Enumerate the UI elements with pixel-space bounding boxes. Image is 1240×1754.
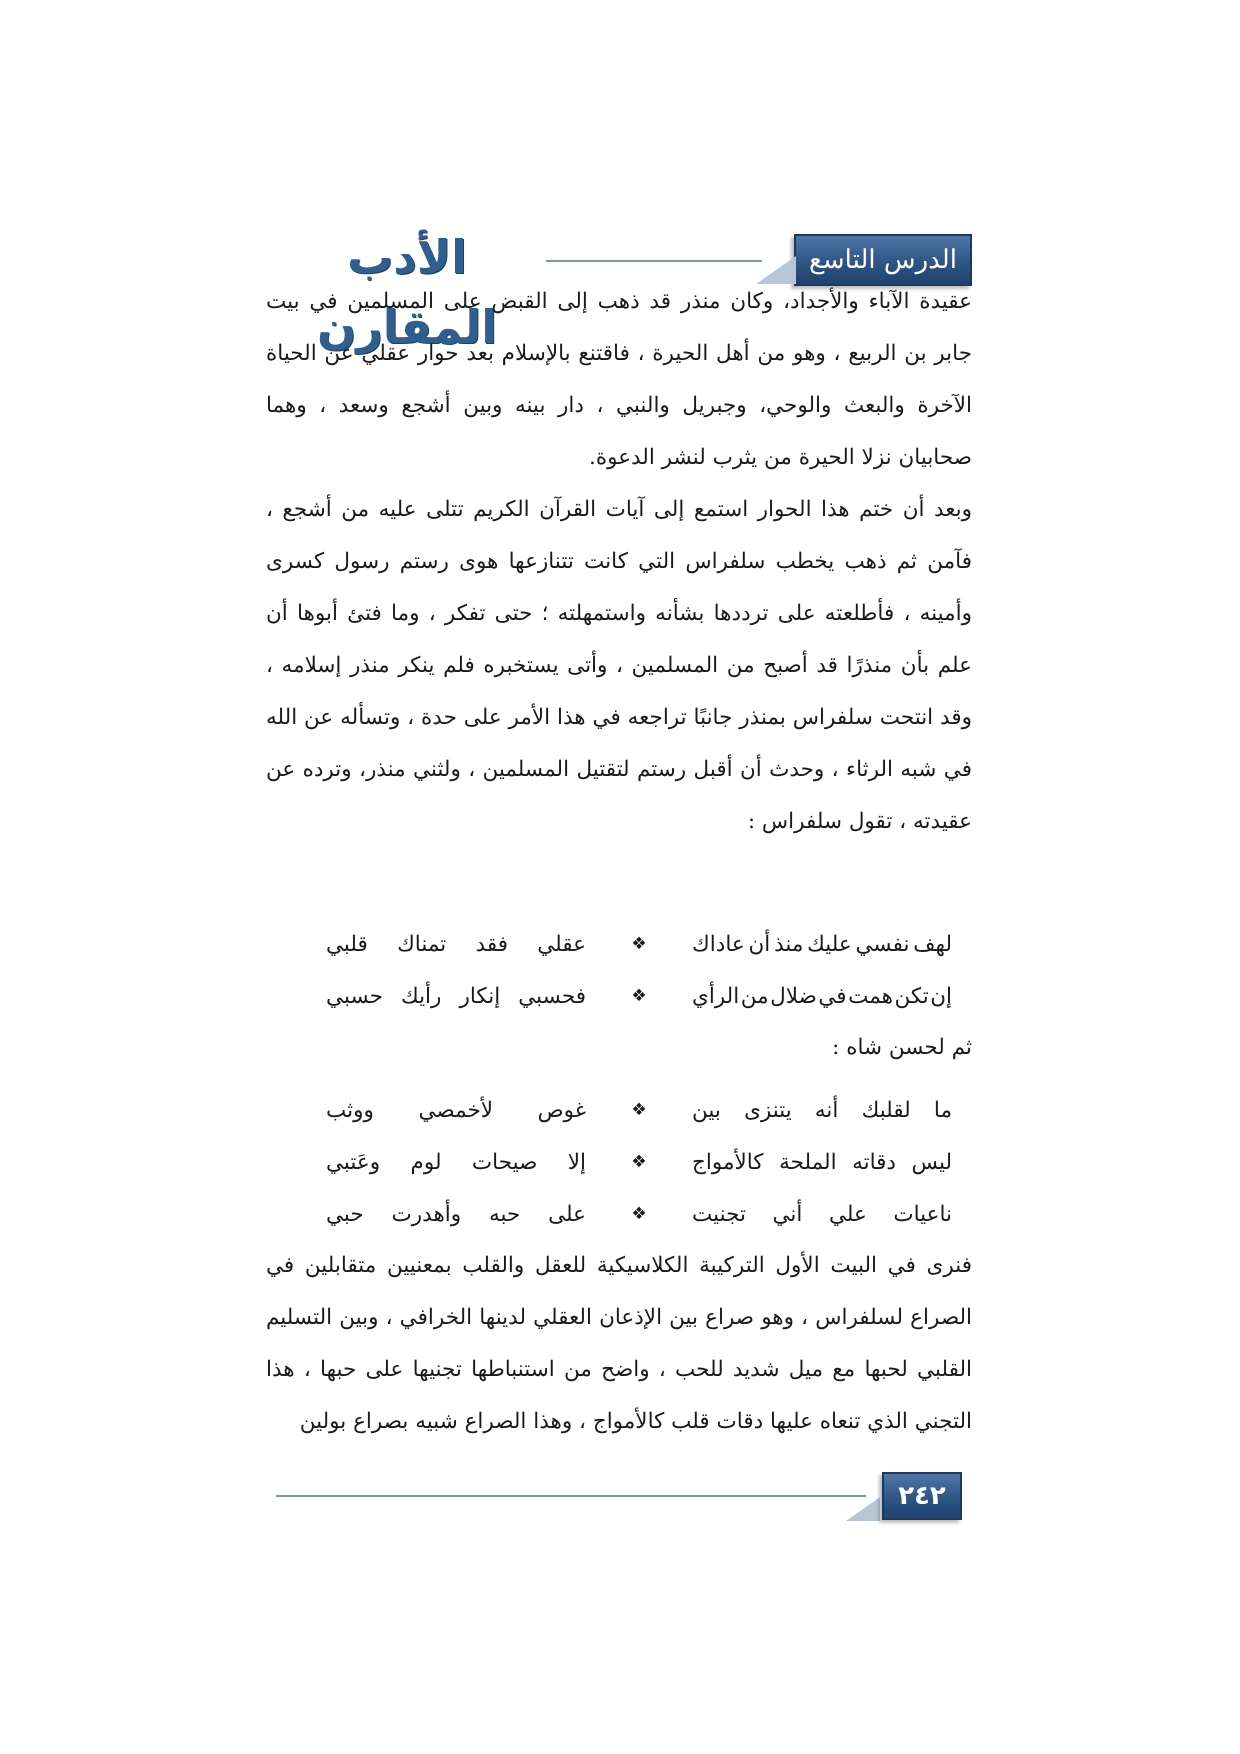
verse-word: على [548, 1201, 586, 1227]
verse-second-hemistich [306, 1098, 606, 1123]
verse-word: ليس [911, 1149, 952, 1175]
verse-word: من [740, 983, 769, 1009]
paragraph-text: عقيدة الآباء والأجداد، وكان منذر قد ذهب إلى القبض على المسلمين في بيت جابر بن الربيع ، وهو من أهل الحيرة ، فاقتنع بالإسلام بعد حوار عقلي عن الحياة الآخرة والبعث والوحي، وجبريل والنبي ، دار بينه وبين أشجع وسعد ، وهما صحابيان نزلا الحيرة من يثرب لنشر الدعوة. [266, 289, 972, 470]
verse-word: تكن [894, 983, 929, 1009]
verse-word: ما [933, 1097, 952, 1123]
verse-word: نفسي [855, 931, 910, 957]
verse-first-hemistich [672, 984, 972, 1009]
verse-line [266, 1136, 972, 1188]
verse-word: فحسبي [518, 983, 586, 1009]
verse-word: صيحات [471, 1149, 538, 1175]
verse-word: عليك [807, 931, 852, 957]
poem-block-1 [266, 918, 972, 1022]
verse-separator-icon: ❖ [631, 1152, 647, 1172]
verse-second-hemistich [306, 1202, 606, 1227]
verse-word: ضلال [770, 983, 817, 1009]
verse-line [266, 1188, 972, 1240]
verse-separator-icon: ❖ [631, 1100, 647, 1120]
verse-word: حسبي [326, 983, 383, 1009]
verse-separator-icon: ❖ [631, 1204, 647, 1224]
verse-first-hemistich [672, 1202, 972, 1227]
verse-word: يتنزى [744, 1097, 792, 1123]
verse-word: إن [930, 983, 952, 1009]
verse-word: لهف [913, 931, 952, 957]
verse-word: لوم [410, 1149, 442, 1175]
verse-word: عقلي [537, 931, 586, 957]
footer-wedge [846, 1497, 880, 1521]
verse-word: كالأمواج [692, 1149, 764, 1175]
header-divider [546, 260, 762, 262]
book-title: الأدب المقارن [316, 230, 497, 354]
paragraph-1 [266, 276, 972, 484]
verse-word: أنه [814, 1097, 839, 1123]
verse-line [266, 918, 972, 970]
verse-separator-icon: ❖ [631, 986, 647, 1006]
verse-word: منذ [774, 931, 804, 957]
verse-word: وعَتبي [326, 1149, 381, 1175]
poet-label: ثم لحسن شاه : [832, 1035, 972, 1060]
verse-word: دقاته [852, 1149, 897, 1175]
verse-word: أني [772, 1201, 803, 1227]
verse-word: لقلبك [861, 1097, 911, 1123]
verse-word: تمناك [397, 931, 447, 957]
verse-word: تجنيت [692, 1201, 746, 1227]
verse-word: ووثب [326, 1097, 374, 1123]
paragraph-2 [266, 484, 972, 848]
verse-word: في [818, 983, 847, 1009]
verse-word: حبه [488, 1201, 521, 1227]
verse-word: إنكار [459, 983, 501, 1009]
page-number: ٢٤٢ [882, 1472, 962, 1520]
verse-word: الرأي [692, 983, 740, 1009]
verse-second-hemistich [306, 932, 606, 957]
verse-word: غوص [537, 1097, 586, 1123]
verse-first-hemistich [672, 1098, 972, 1123]
verse-first-hemistich [672, 1150, 972, 1175]
verse-word: إلا [567, 1149, 586, 1175]
paragraph-text: فنرى في البيت الأول التركيبة الكلاسيكية للعقل والقلب بمعنيين متقابلين في الصراع لسلفراس ، وهو صراع بين الإذعان العقلي لدينها الخرافي ، وبين التسليم القلبي لحبها مع ميل شديد للحب ، واضح من استنباطها تجنيها على حبها ، هذا التجني الذي تنعاه عليها دقات قلب كالأمواج ، وهذا الصراع شبيه بصراع بولين [266, 1253, 972, 1434]
verse-word: بين [692, 1097, 721, 1123]
verse-line [266, 1084, 972, 1136]
verse-word: ناعيات [893, 1201, 952, 1227]
poem-block-2 [266, 1084, 972, 1240]
verse-word: الملحة [779, 1149, 837, 1175]
verse-word: علي [828, 1201, 867, 1227]
verse-second-hemistich [306, 984, 606, 1009]
footer-divider [276, 1495, 866, 1497]
verse-word: فقد [475, 931, 508, 957]
verse-word: عاداك [692, 931, 745, 957]
verse-separator-icon: ❖ [631, 934, 647, 954]
verse-word: قلبي [326, 931, 368, 957]
verse-word: وأهدرت [391, 1201, 462, 1227]
verse-word: رأيك [400, 983, 442, 1009]
verse-first-hemistich [672, 932, 972, 957]
verse-word: لأخمصي [418, 1097, 494, 1123]
lesson-label: الدرس التاسع [794, 234, 972, 286]
closing-paragraph [266, 1240, 972, 1448]
verse-word: أن [748, 931, 771, 957]
verse-line [266, 970, 972, 1022]
paragraph-text: وبعد أن ختم هذا الحوار استمع إلى آيات القرآن الكريم تتلى عليه من أشجع ، فآمن ثم ذهب يخطب سلفراس التي كانت تتنازعها هوى رستم رسول كسرى وأمينه ، فأطلعته على ترددها بشأنه واستمهلته ؛ حتى تفكر ، وما فتئ أبوها أن علم بأن منذرًا قد أصبح من المسلمين ، وأتى يستخبره فلم ينكر منذر إسلامه ، وقد انتحت سلفراس بمنذر جانبًا تراجعه في هذا الأمر على حدة ، وتسأله عن الله في شبه الرثاء ، وحدث أن أقبل رستم لتقتيل المسلمين ، ولثني منذر، وترده عن عقيدته ، تقول سلفراس : [266, 497, 972, 834]
verse-word: همت [848, 983, 893, 1009]
verse-second-hemistich [306, 1150, 606, 1175]
verse-word: حبي [326, 1201, 364, 1227]
